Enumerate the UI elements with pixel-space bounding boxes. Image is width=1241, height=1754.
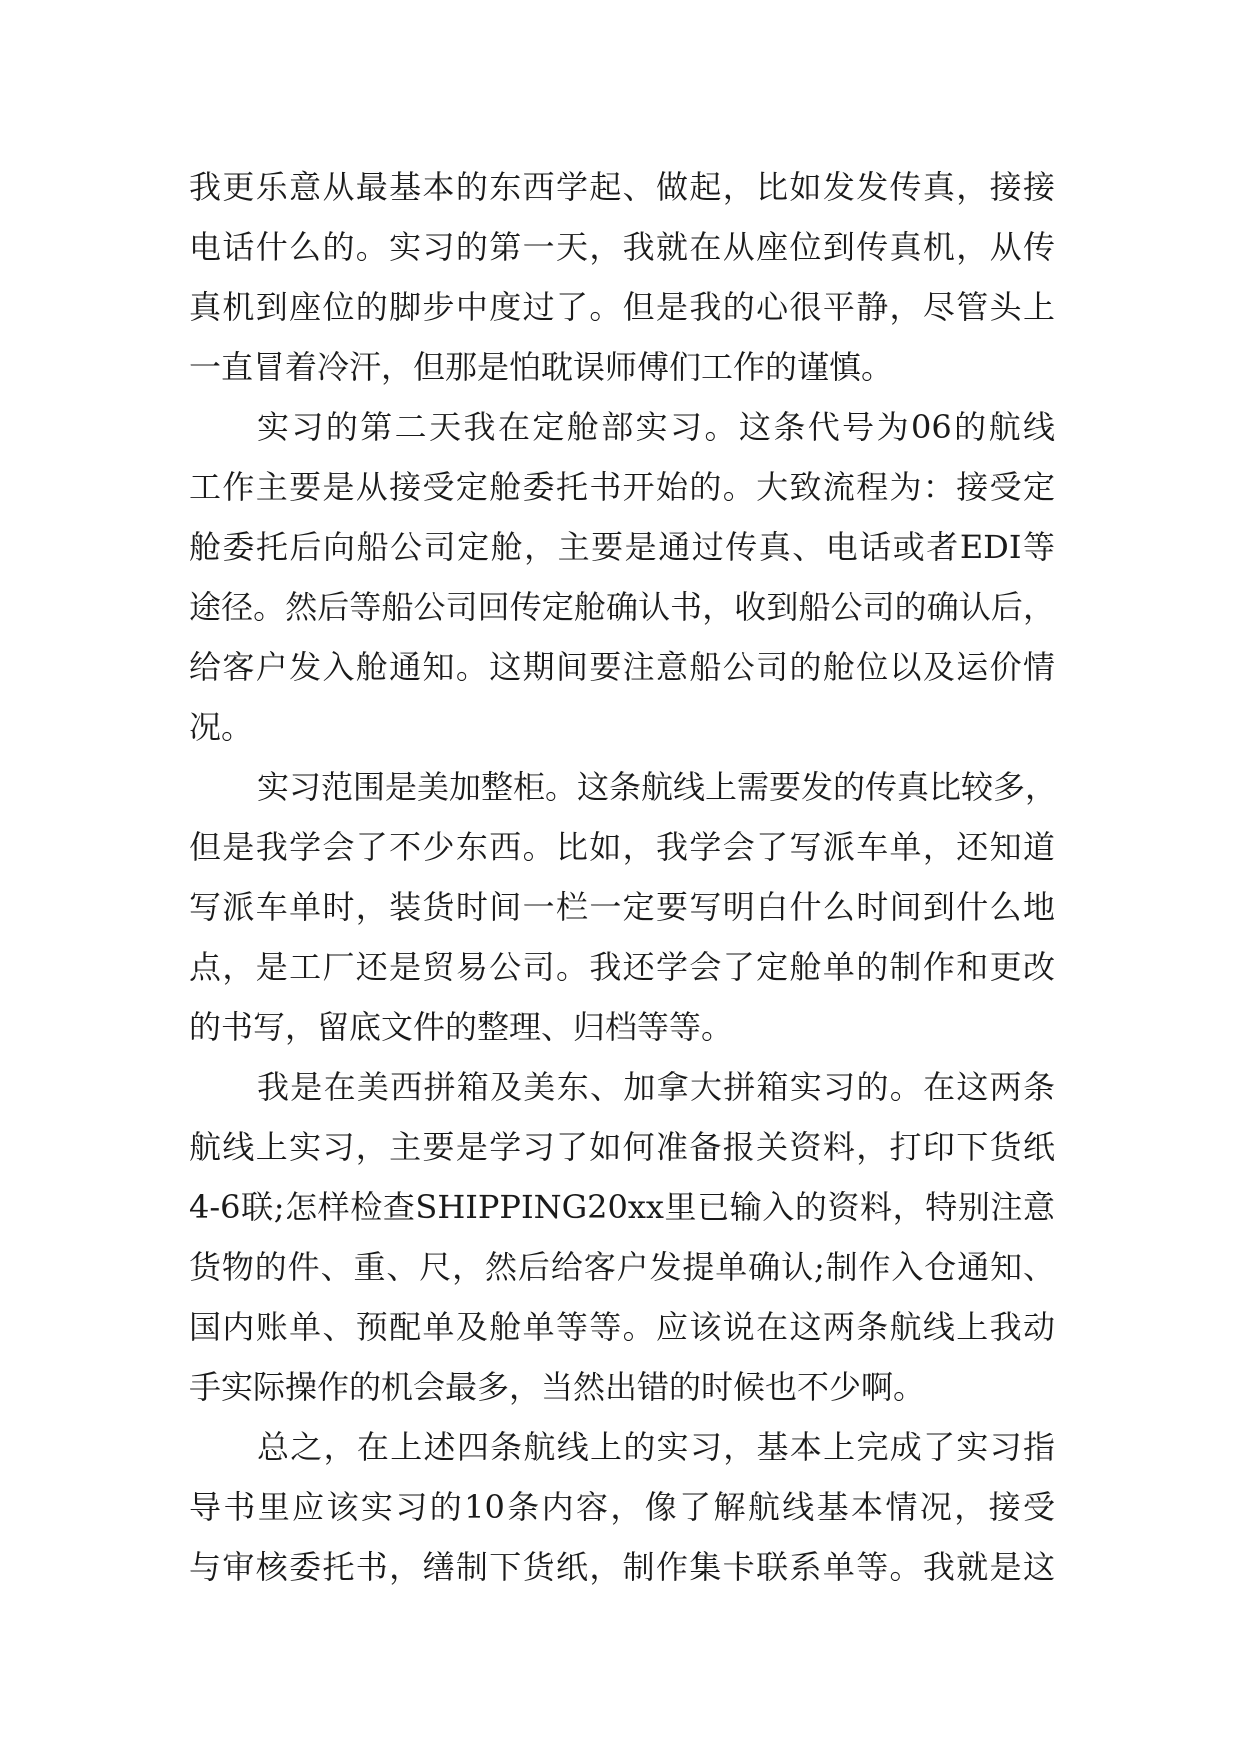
- paragraph: [189, 1417, 1055, 1597]
- text-line: 实习范围是美加整柜。这条航线上需要发的传真比较多，: [257, 768, 1058, 806]
- text-line: 导书里应该实习的10条内容，像了解航线基本情况，接受: [189, 1488, 1055, 1526]
- text-line: 航线上实习，主要是学习了如何准备报关资料，打印下货纸: [189, 1128, 1055, 1166]
- text-line: 4-6联;怎样检查SHIPPING20xx里已输入的资料，特别注意: [189, 1188, 1055, 1226]
- paragraph: [189, 757, 1058, 1057]
- text-line: 途径。然后等船公司回传定舱确认书，收到船公司的确认后，: [189, 588, 1055, 626]
- text-line: 但是我学会了不少东西。比如，我学会了写派车单，还知道: [189, 828, 1055, 866]
- text-line: 舱委托后向船公司定舱，主要是通过传真、电话或者EDI等: [189, 528, 1055, 566]
- paragraph: [189, 397, 1055, 757]
- text-line: 我是在美西拼箱及美东、加拿大拼箱实习的。在这两条: [257, 1068, 1055, 1106]
- text-line: 货物的件、重、尺，然后给客户发提单确认;制作入仓通知、: [189, 1248, 1055, 1286]
- text-line: 一直冒着冷汗，但那是怕耽误师傅们工作的谨慎。: [189, 348, 894, 386]
- text-line: 的书写，留底文件的整理、归档等等。: [189, 1008, 734, 1046]
- text-line: 给客户发入舱通知。这期间要注意船公司的舱位以及运价情: [189, 648, 1055, 686]
- text-line: 点，是工厂还是贸易公司。我还学会了定舱单的制作和更改: [189, 948, 1055, 986]
- paragraph: [189, 1057, 1055, 1417]
- text-line: 工作主要是从接受定舱委托书开始的。大致流程为：接受定: [189, 468, 1055, 506]
- text-line: 电话什么的。实习的第一天，我就在从座位到传真机，从传: [189, 228, 1055, 266]
- text-line: 我更乐意从最基本的东西学起、做起，比如发发传真，接接: [189, 168, 1055, 206]
- text-line: 总之，在上述四条航线上的实习，基本上完成了实习指: [257, 1428, 1055, 1466]
- text-line: 况。: [189, 708, 254, 746]
- text-line: 与审核委托书，缮制下货纸，制作集卡联系单等。我就是这: [189, 1548, 1055, 1586]
- text-line: 真机到座位的脚步中度过了。但是我的心很平静，尽管头上: [189, 288, 1055, 326]
- text-line: 国内账单、预配单及舱单等等。应该说在这两条航线上我动: [189, 1308, 1055, 1346]
- document-page: [189, 157, 1058, 1597]
- text-line: 写派车单时，装货时间一栏一定要写明白什么时间到什么地: [189, 888, 1055, 926]
- text-line: 手实际操作的机会最多，当然出错的时候也不少啊。: [189, 1368, 926, 1406]
- paragraph: [189, 157, 1055, 397]
- text-line: 实习的第二天我在定舱部实习。这条代号为06的航线: [257, 408, 1055, 446]
